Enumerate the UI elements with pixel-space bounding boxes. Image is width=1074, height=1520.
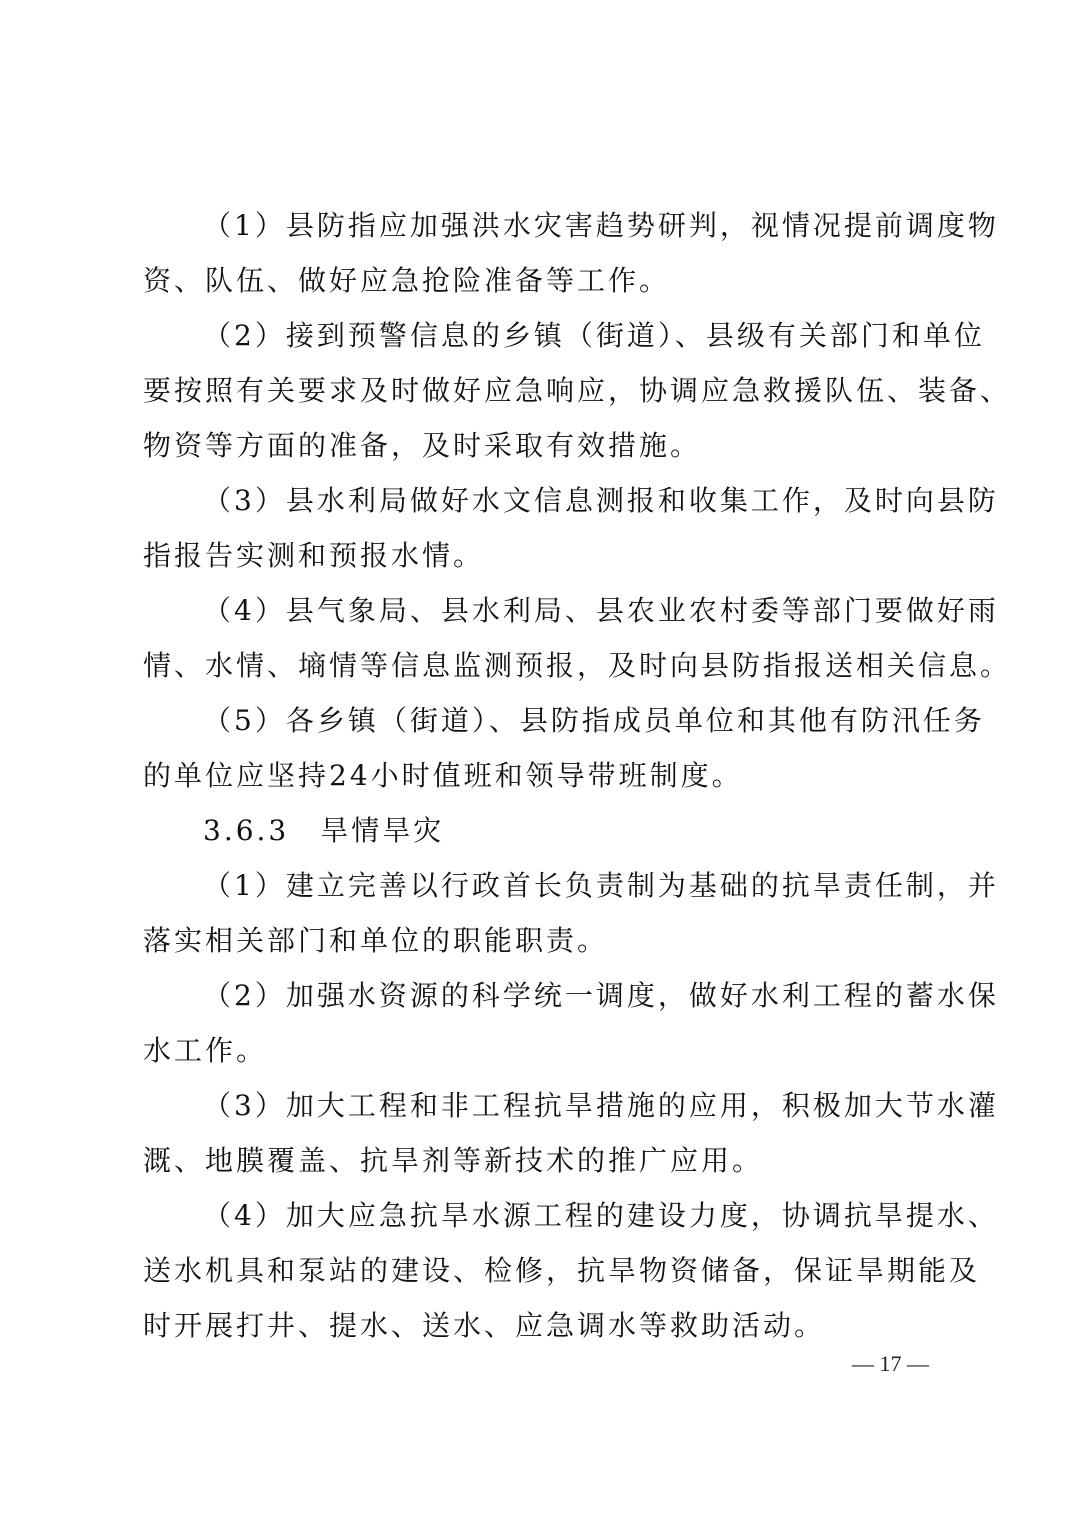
paragraph-line: （2）接到预警信息的乡镇（街道）、县级有关部门和单位 bbox=[203, 319, 985, 352]
paragraph-line: 物资等方面的准备，及时采取有效措施。 bbox=[143, 429, 702, 462]
document-body bbox=[143, 198, 1012, 1353]
paragraph-line: （4）县气象局、县水利局、县农业农村委等部门要做好雨 bbox=[203, 594, 999, 627]
paragraph-line: （1）建立完善以行政首长负责制为基础的抗旱责任制，并 bbox=[203, 869, 999, 902]
paragraph-line: （4）加大应急抗旱水源工程的建设力度，协调抗旱提水、 bbox=[203, 1199, 999, 1232]
page-number: — 17 — bbox=[852, 1351, 929, 1376]
section-heading: 3.6.3 旱情旱灾 bbox=[203, 814, 445, 847]
paragraph-line: 指报告实测和预报水情。 bbox=[143, 539, 485, 572]
paragraph-line: 时开展打井、提水、送水、应急调水等救助活动。 bbox=[143, 1309, 826, 1342]
paragraph-line: 的单位应坚持24小时值班和领导带班制度。 bbox=[143, 759, 743, 792]
paragraph-line: （3）县水利局做好水文信息测报和收集工作，及时向县防 bbox=[203, 484, 999, 517]
paragraph-line: 落实相关部门和单位的职能职责。 bbox=[143, 924, 609, 957]
paragraph-line: 溉、地膜覆盖、抗旱剂等新技术的推广应用。 bbox=[143, 1144, 764, 1177]
paragraph-line: （2）加强水资源的科学统一调度，做好水利工程的蓄水保 bbox=[203, 979, 999, 1012]
paragraph-line: 资、队伍、做好应急抢险准备等工作。 bbox=[143, 264, 671, 297]
paragraph-line: 送水机具和泵站的建设、检修，抗旱物资储备，保证旱期能及 bbox=[143, 1254, 981, 1287]
paragraph-line: 水工作。 bbox=[143, 1034, 268, 1067]
paragraph-line: （5）各乡镇（街道）、县防指成员单位和其他有防汛任务 bbox=[203, 704, 985, 737]
paragraph-line: （3）加大工程和非工程抗旱措施的应用，积极加大节水灌 bbox=[203, 1089, 999, 1122]
paragraph-line: 情、水情、墒情等信息监测预报，及时向县防指报送相关信息。 bbox=[143, 649, 1012, 682]
paragraph-line: （1）县防指应加强洪水灾害趋势研判，视情况提前调度物 bbox=[203, 209, 999, 242]
paragraph-line: 要按照有关要求及时做好应急响应，协调应急救援队伍、装备、 bbox=[143, 374, 1012, 407]
